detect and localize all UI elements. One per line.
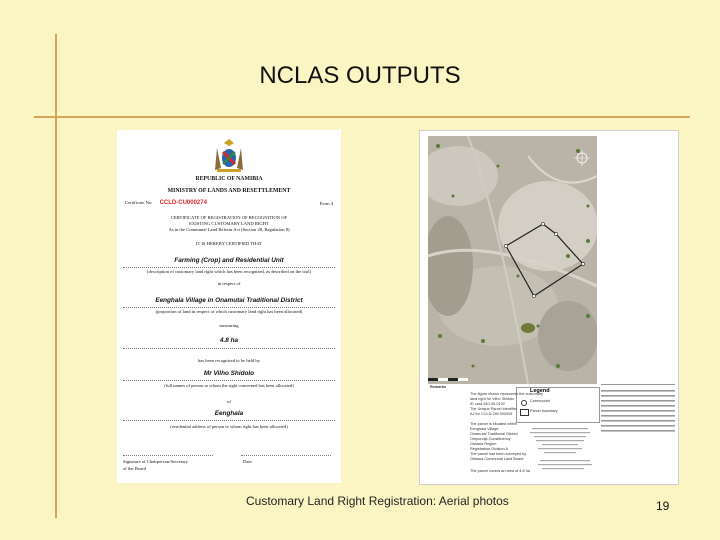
note-13: The parcel covers an area of 4.8 ha	[470, 469, 530, 473]
aerial-map-sheet	[419, 130, 679, 485]
cert-no-label: Certificate No:	[125, 200, 153, 205]
cert-in-respect: in respect of	[217, 281, 241, 286]
cert-of: of	[227, 399, 231, 404]
cert-signature-2: of the Board	[123, 466, 146, 471]
cert-republic: REPUBLIC OF NAMIBIA	[195, 176, 263, 182]
cert-land-use-desc: (description of customary land right which has been recognized, as described on the tool)	[146, 269, 312, 274]
note-5: The parcel is situated within	[470, 422, 517, 426]
cert-location-desc: (proportion of land in respect of which customary land right has been allocated)	[155, 309, 303, 314]
cert-ministry: MINISTRY OF LANDS AND RESETTLEMENT	[167, 188, 291, 194]
cert-address-desc: (residential address of person to whom right has been allocated)	[170, 424, 288, 429]
cert-heading-3: As in the Communal Land Reform Act (Section 28, Regulation 8)	[168, 227, 290, 232]
cert-address: Eenghala	[214, 410, 244, 417]
cert-heading-1: CERTIFICATE OF REGISTRATION OF RECOGNITION OF	[170, 215, 288, 220]
cert-form: Form 4	[319, 201, 333, 206]
note-6: Eenghala Village	[470, 427, 499, 431]
parcel-boundary-icon	[520, 409, 529, 416]
note-9: Oshana Region	[470, 442, 497, 446]
note-8: Ompundja Constituency	[470, 437, 511, 441]
note-4: AJ for CCLD-OM 000005	[470, 412, 513, 416]
cert-area: 4.8 ha	[219, 337, 239, 344]
cert-recognised: has been recognised to be held by	[198, 358, 260, 363]
slide-title: NCLAS OUTPUTS	[259, 62, 461, 89]
cornerpoint-icon	[521, 400, 527, 406]
page-number: 19	[656, 499, 670, 513]
map-fine-print	[522, 426, 598, 476]
legend-title: Legend	[530, 388, 550, 394]
cert-heading-2: EXISTING CUSTOMARY LAND RIGHT	[189, 221, 269, 226]
cert-land-use: Farming (Crop) and Residential Unit	[174, 257, 284, 264]
aerial-photo	[428, 136, 597, 384]
certificate-document	[117, 130, 341, 483]
note-2: ID card 340-39-0192	[470, 402, 505, 406]
cert-certified: IT IS HEREBY CERTIFIED THAT	[196, 241, 262, 246]
note-1: land right for Vilho Shidolo	[470, 397, 515, 401]
cert-holder-desc: (full names of person to whom the right concerned has been allocated)	[164, 383, 294, 388]
cert-location: Eenghala Village in Onamutai Traditional District	[155, 297, 303, 304]
note-7: Onamutai Traditional District	[470, 432, 518, 436]
note-10: Registration Division A	[470, 447, 508, 451]
coat-of-arms-icon	[209, 138, 249, 174]
cert-holder: Mr Vilho Shidolo	[203, 370, 255, 377]
slide-caption: Customary Land Right Registration: Aerial photos	[246, 494, 509, 508]
horizontal-rule	[34, 116, 690, 118]
note-3: The Unique Parcel Identifier	[470, 407, 518, 411]
cert-no: CCLD-CU000274	[159, 200, 207, 206]
cert-signature-1: Signature of Chairperson/Secretary	[123, 459, 188, 464]
cert-measuring: measuring	[219, 323, 239, 328]
legend-item-parcel: Parcel boundary	[530, 409, 558, 413]
note-12: Oshana Communal Land Board	[470, 457, 524, 461]
coordinate-table	[601, 384, 675, 439]
notes-title: Remarks	[430, 385, 447, 389]
vertical-rule	[55, 34, 57, 518]
cert-date-label: Date	[243, 459, 252, 464]
legend-item-cornerpoint: Cornerpoint	[530, 399, 550, 403]
note-11: The parcel has been surveyed by	[470, 452, 527, 456]
note-0: The figure shown represents the customary	[470, 392, 544, 396]
